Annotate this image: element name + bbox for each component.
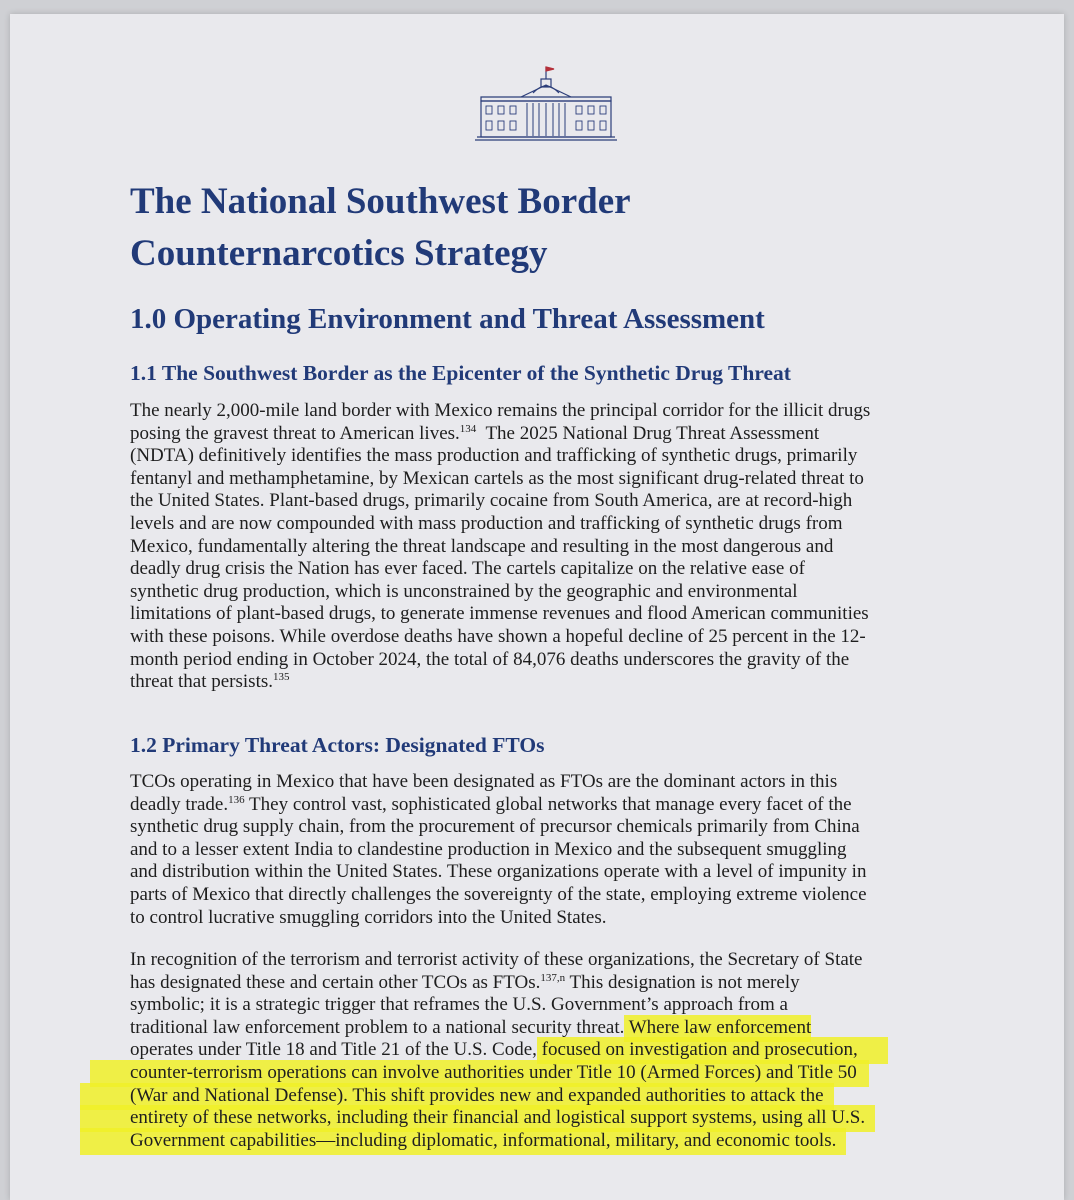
text-line: month period ending in October 2024, the total of 84,076 deaths underscores the gravity of the (130, 648, 850, 670)
text-line (130, 1039, 888, 1062)
subsection-heading-1-1: 1.1 The Southwest Border as the Epicenter of the Synthetic Drug Threat (130, 361, 791, 385)
text-line: levels and are now compounded with mass production and trafficking of synthetic drugs from (130, 512, 843, 534)
text-line (130, 423, 870, 446)
text-line: the United States. Plant-based drugs, primarily cocaine from South America, are at record-high (130, 490, 853, 512)
paragraph-1-1 (130, 400, 870, 694)
text-line: and distribution within the United States. These organizations operate with a level of impunity in (130, 861, 867, 883)
text-line: fentanyl and methamphetamine, by Mexican cartels as the most significant drug-related threat to (130, 467, 864, 489)
highlighted-text: counter-terrorism operations can involve authorities under Title 10 (Armed Forces) and Title 50 (90, 1060, 869, 1087)
text-segment: traditional law enforcement problem to a national security threat. (130, 1016, 625, 1038)
footnote-ref: 135 (273, 671, 290, 684)
text-line (130, 972, 888, 995)
text-line: to control lucrative smuggling corridors into the United States. (130, 906, 607, 928)
text-line (130, 794, 867, 817)
highlighted-text: Where law enforcement (624, 1015, 811, 1042)
text-line: limitations of plant-based drugs, to generate immense revenues and flood American communities (130, 603, 869, 625)
highlighted-text: focused on investigation and prosecution, (537, 1037, 888, 1064)
text-line (130, 671, 870, 694)
text-line: synthetic drug supply chain, from the procurement of precursor chemicals primarily from China (130, 816, 860, 838)
text-line: The nearly 2,000-mile land border with Mexico remains the principal corridor for the illicit drugs (130, 400, 871, 421)
text-line: synthetic drug production, which is unconstrained by the geographic and environmental (130, 580, 798, 602)
text-line: Mexico, fundamentally altering the threat landscape and resulting in the most dangerous and (130, 535, 834, 557)
footnote-ref: 134 (459, 422, 477, 435)
document-page (10, 14, 1064, 1200)
subsection-heading-1-2: 1.2 Primary Threat Actors: Designated FTOs (130, 733, 545, 757)
footnote-ref: 137,n (540, 971, 566, 984)
text-line: parts of Mexico that directly challenges the sovereignty of the state, employing extreme violence (130, 883, 867, 905)
highlighted-text: (War and National Defense). This shift provides new and expanded authorities to attack the (80, 1083, 834, 1110)
text-segment: The 2025 National Drug Threat Assessment (476, 422, 820, 444)
text-segment: deadly trade. (130, 793, 229, 815)
text-segment: has designated these and certain other TCOs as FTOs. (130, 971, 541, 993)
text-line: TCOs operating in Mexico that have been designated as FTOs are the dominant actors in this (130, 771, 838, 792)
text-line (130, 1107, 888, 1130)
section-heading: 1.0 Operating Environment and Threat Assessment (130, 303, 765, 335)
paragraph-1-2-b (130, 949, 888, 1152)
text-line: In recognition of the terrorism and terrorist activity of these organizations, the Secretary of State (130, 949, 863, 970)
text-line: (NDTA) definitively identifies the mass production and trafficking of synthetic drugs, primarily (130, 445, 858, 467)
highlighted-text: entirety of these networks, including their financial and logistical support systems, using all U.S. (80, 1105, 875, 1132)
text-segment: This designation is not merely (565, 971, 800, 993)
highlighted-text: Government capabilities—including diplomatic, informational, military, and economic tools. (80, 1128, 846, 1155)
text-segment: threat that persists. (130, 671, 273, 693)
text-segment: They control vast, sophisticated global networks that manage every facet of the (244, 793, 852, 815)
title-line: The National Southwest Border (130, 181, 631, 222)
text-line (130, 1130, 888, 1153)
text-line (130, 1017, 888, 1040)
text-line: with these poisons. While overdose deaths have shown a hopeful decline of 25 percent in the 12- (130, 625, 866, 647)
title-line: Counternarcotics Strategy (130, 233, 548, 274)
paragraph-1-2-a (130, 771, 867, 929)
footnote-ref: 136 (228, 793, 245, 806)
text-segment: posing the gravest threat to American lives. (130, 422, 460, 444)
document-title (130, 176, 950, 280)
text-line (130, 1062, 888, 1085)
text-line: and to a lesser extent India to clandestine production in Mexico and the subsequent smuggling (130, 838, 847, 860)
text-segment: operates under Title 18 and Title 21 of the U.S. Code, (130, 1039, 537, 1061)
text-line: symbolic; it is a strategic trigger that reframes the U.S. Government’s approach from a (130, 994, 788, 1016)
white-house-icon (471, 63, 621, 143)
text-line: deadly drug crisis the Nation has ever faced. The cartels capitalize on the relative ease of (130, 558, 805, 580)
text-line (130, 1085, 888, 1108)
